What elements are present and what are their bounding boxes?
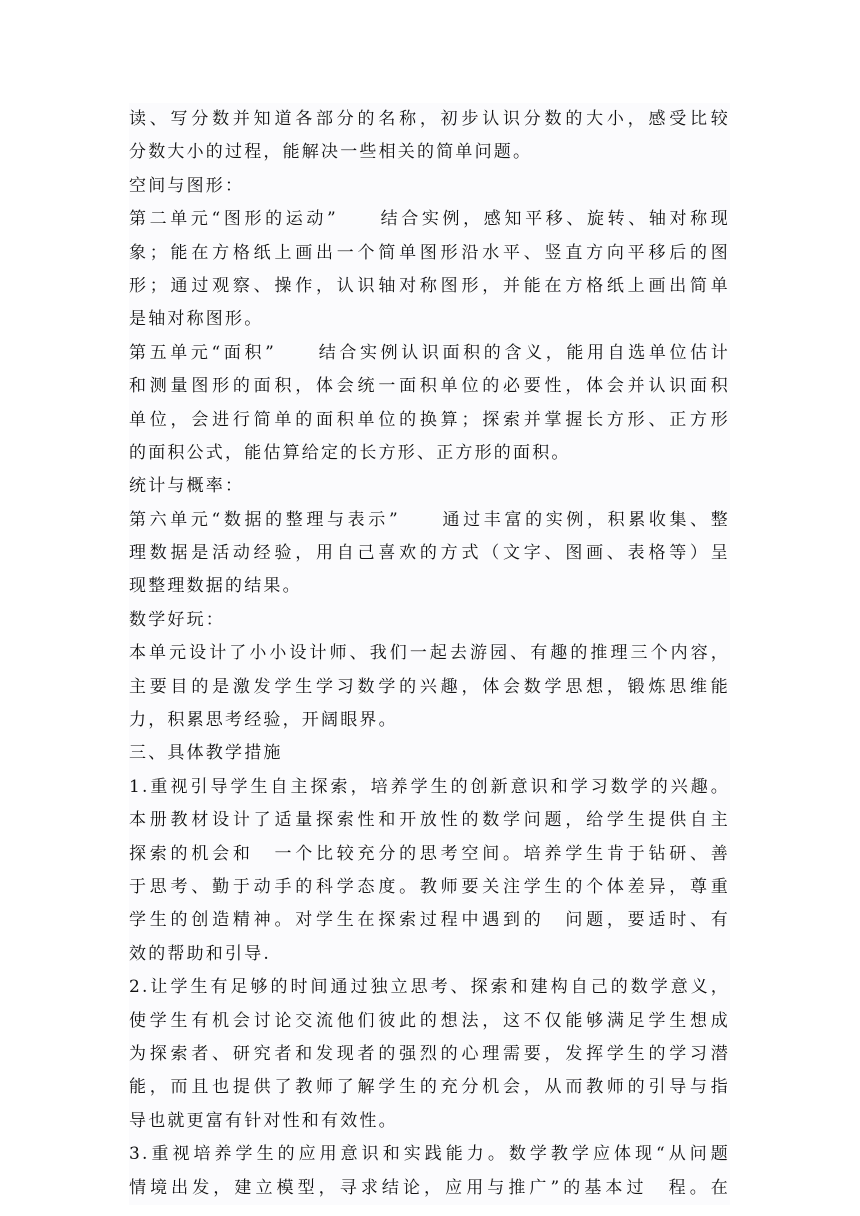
document-line: 效的帮助和引导. — [129, 943, 272, 964]
document-line: 第五单元“面积” 结合实例认识面积的含义，能用自选单位估计 — [129, 342, 730, 363]
document-line: 统计与概率： — [129, 476, 245, 497]
document-line: 3.重视培养学生的应用意识和实践能力。数学教学应体现“从问题 — [129, 1144, 730, 1165]
document-line: 本册教材设计了适量探索性和开放性的数学问题，给学生提供自主 — [129, 810, 730, 831]
document-line: 第六单元“数据的整理与表示” 通过丰富的实例，积累收集、整 — [129, 509, 730, 530]
document-line: 本单元设计了小小设计师、我们一起去游园、有趣的推理三个内容， — [129, 643, 730, 664]
document-line: 能，而且也提供了教师了解学生的充分机会，从而教师的引导与指 — [129, 1077, 730, 1098]
document-line: 读、写分数并知道各部分的名称，初步认识分数的大小，感受比较 — [129, 109, 730, 129]
document-line: 空间与图形： — [129, 175, 245, 196]
document-line: 情境出发，建立模型，寻求结论，应用与推广”的基本过 程。在 — [129, 1177, 730, 1198]
document-line: 是轴对称图形。 — [129, 309, 264, 330]
document-line: 象；能在方格纸上画出一个简单图形沿水平、竖直方向平移后的图 — [129, 242, 730, 263]
document-text-body — [129, 103, 730, 1205]
document-line: 导也就更富有针对性和有效性。 — [129, 1110, 398, 1131]
document-line: 第二单元“图形的运动” 结合实例，感知平移、旋转、轴对称现 — [129, 209, 730, 230]
document-line: 于思考、勤于动手的科学态度。教师要关注学生的个体差异，尊重 — [129, 876, 730, 897]
document-line: 主要目的是激发学生学习数学的兴趣，体会数学思想，锻炼思维能 — [129, 676, 730, 697]
document-line: 单位，会进行简单的面积单位的换算；探索并掌握长方形、正方形 — [129, 409, 730, 430]
document-line: 为探索者、研究者和发现者的强烈的心理需要，发挥学生的学习潜 — [129, 1043, 730, 1064]
document-line: 2.让学生有足够的时间通过独立思考、探索和建构自己的数学意义， — [129, 977, 730, 998]
document-line: 的面积公式，能估算给定的长方形、正方形的面积。 — [129, 442, 571, 463]
document-line: 力，积累思考经验，开阔眼界。 — [129, 710, 398, 731]
document-line: 分数大小的过程，能解决一些相关的简单问题。 — [129, 142, 533, 163]
document-line: 学生的创造精神。对学生在探索过程中遇到的 问题，要适时、有 — [129, 910, 730, 931]
document-line: 探索的机会和 一个比较充分的思考空间。培养学生肯于钻研、善 — [129, 843, 730, 864]
document-line: 现整理数据的结果。 — [129, 576, 302, 597]
document-line: 理数据是活动经验，用自己喜欢的方式（文字、图画、表格等）呈 — [129, 543, 730, 564]
document-line: 1.重视引导学生自主探索，培养学生的创新意识和学习数学的兴趣。 — [129, 776, 730, 797]
document-line: 数学好玩： — [129, 609, 225, 630]
document-line: 和测量图形的面积，体会统一面积单位的必要性，体会并认识面积 — [129, 376, 730, 397]
document-line: 三、具体教学措施 — [129, 743, 283, 764]
document-line: 形；通过观察、操作，认识轴对称图形，并能在方格纸上画出简单 — [129, 275, 730, 296]
document-line: 使学生有机会讨论交流他们彼此的想法，这不仅能够满足学生想成 — [129, 1010, 730, 1031]
